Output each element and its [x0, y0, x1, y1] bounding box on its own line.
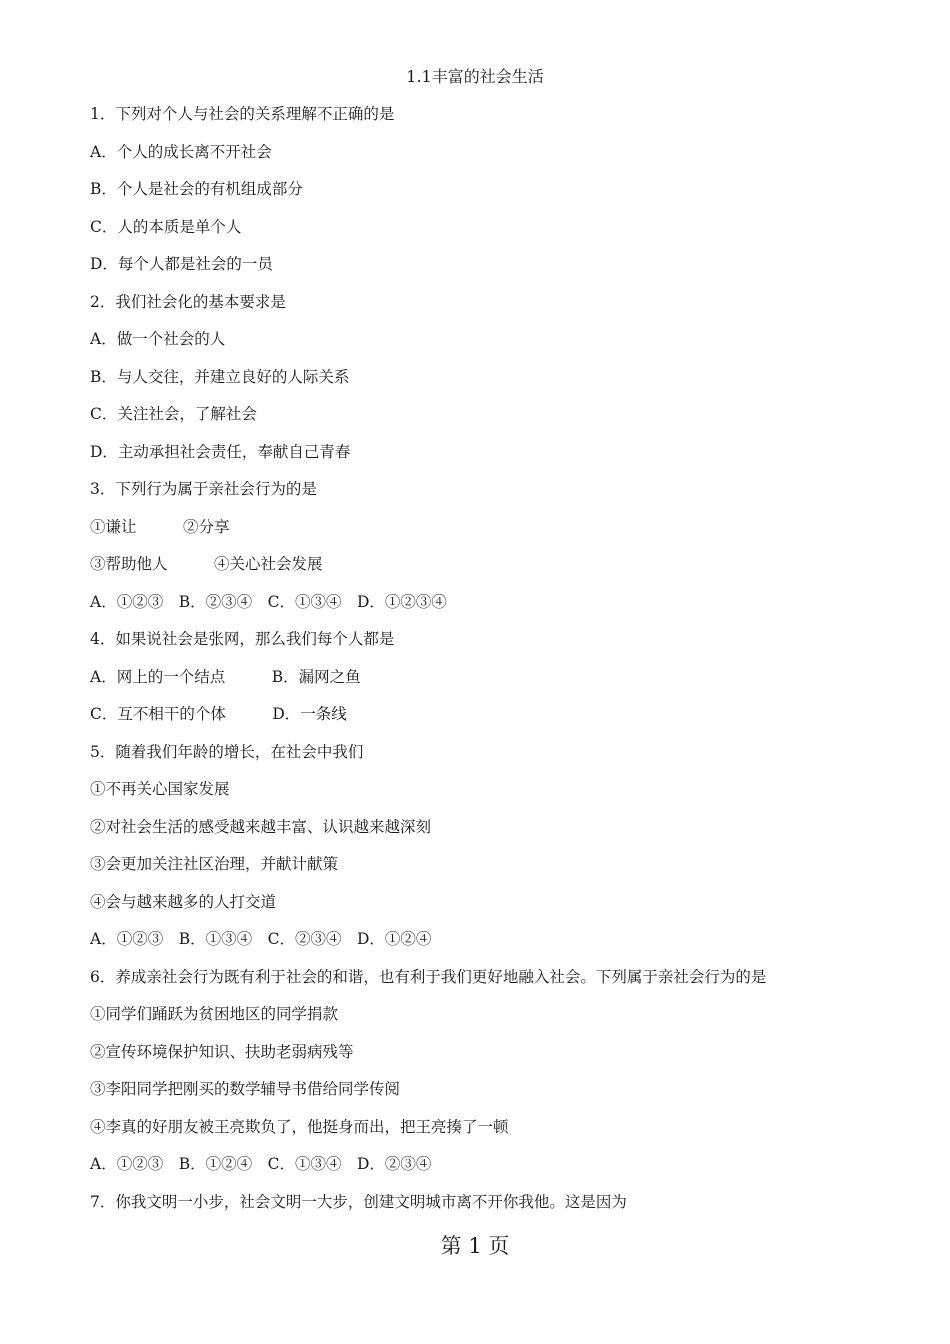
text-line: A．个人的成长离不开社会 — [90, 142, 272, 161]
text-line: ①谦让 ②分享 — [90, 517, 230, 536]
text-line: B．与人交往，并建立良好的人际关系 — [90, 367, 350, 386]
text-line: ①不再关心国家发展 — [90, 780, 230, 798]
text-line: ②对社会生活的感受越来越丰富、认识越来越深刻 — [90, 817, 432, 836]
text-line: 5．随着我们年龄的增长，在社会中我们 — [90, 742, 364, 761]
text-line: D．主动承担社会责任，奉献自己青春 — [90, 442, 351, 461]
text-line: A．①②③ B．①②④ C．①③④ D．②③④ — [90, 1155, 432, 1173]
text-line: D．每个人都是社会的一员 — [90, 255, 273, 273]
question-list — [90, 103, 890, 1228]
text-line: A．①②③ B．②③④ C．①③④ D．①②③④ — [90, 592, 447, 611]
text-line: A．网上的一个结点 B．漏网之鱼 — [90, 667, 361, 686]
text-line: ③会更加关注社区治理，并献计献策 — [90, 855, 339, 873]
text-line: A．①②③ B．①③④ C．②③④ D．①②④ — [90, 930, 432, 948]
text-line: A．做一个社会的人 — [90, 330, 226, 348]
text-line: ③李阳同学把刚买的数学辅导书借给同学传阅 — [90, 1080, 401, 1098]
text-line: B．个人是社会的有机组成部分 — [90, 180, 303, 198]
text-line: ②宣传环境保护知识、扶助老弱病残等 — [90, 1042, 354, 1061]
text-line: 1．下列对个人与社会的关系理解不正确的是 — [90, 105, 395, 123]
text-line: 3．下列行为属于亲社会行为的是 — [90, 480, 317, 498]
text-line: ③帮助他人 ④关心社会发展 — [90, 555, 323, 573]
text-line: 6．养成亲社会行为既有利于社会的和谐，也有利于我们更好地融入社会。下列属于亲社会行为的是 — [90, 967, 767, 986]
text-line: C．互不相干的个体 D．一条线 — [90, 705, 347, 723]
text-line: ①同学们踊跃为贫困地区的同学捐款 — [90, 1005, 339, 1023]
page-number: 第 1 页 — [440, 1234, 510, 1258]
text-line: ④会与越来越多的人打交道 — [90, 892, 277, 911]
text-line: ④李真的好朋友被王亮欺负了，他挺身而出，把王亮揍了一顿 — [90, 1117, 509, 1136]
text-line: C．人的本质是单个人 — [90, 217, 242, 236]
text-line: 4．如果说社会是张网，那么我们每个人都是 — [90, 630, 395, 648]
document-title: 1.1丰富的社会生活 — [406, 67, 544, 86]
text-line: 2．我们社会化的基本要求是 — [90, 292, 286, 311]
text-line: 7．你我文明一小步，社会文明一大步，创建文明城市离不开你我他。这是因为 — [90, 1192, 627, 1211]
text-line: C．关注社会，了解社会 — [90, 405, 257, 423]
